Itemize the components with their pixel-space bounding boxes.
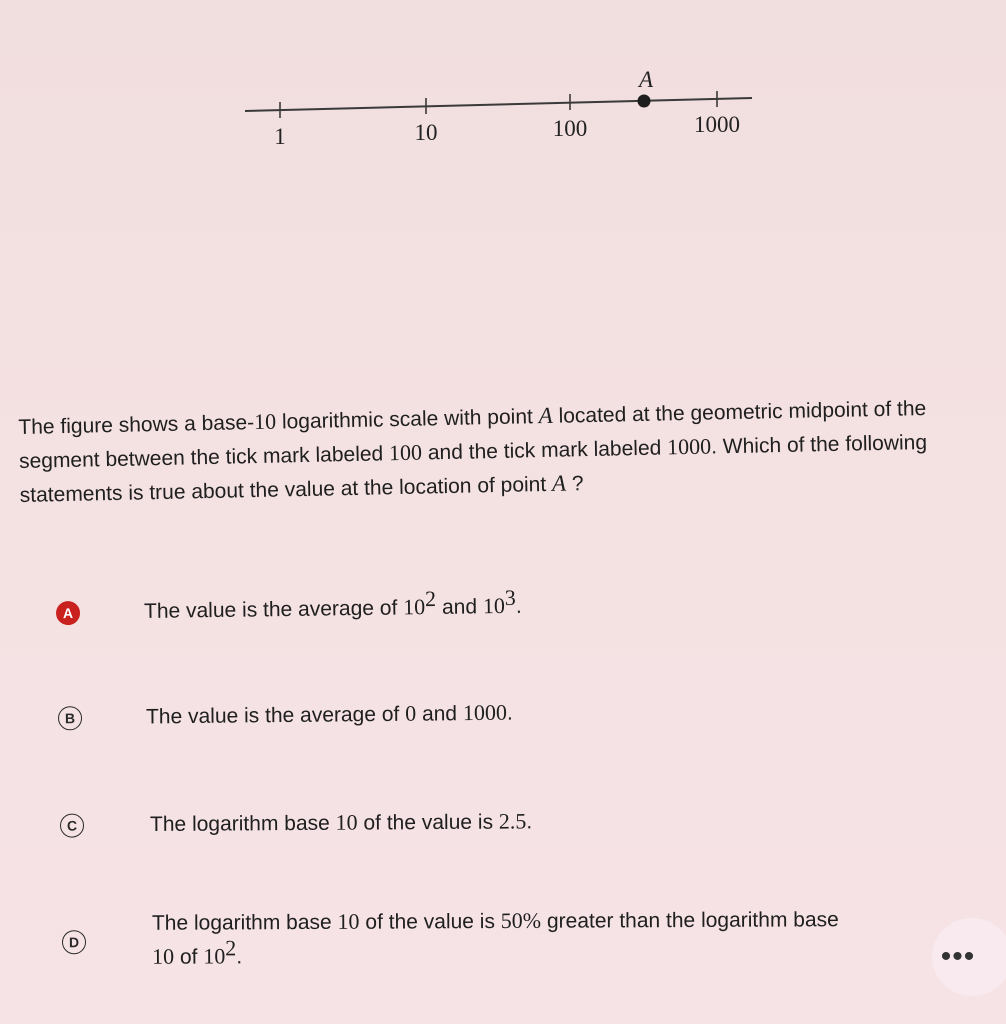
question-math: 100 — [388, 439, 423, 466]
number-line — [245, 98, 752, 111]
option-exponent: 2 — [225, 935, 237, 961]
option-text-part: and — [436, 595, 484, 619]
option-d[interactable] — [62, 902, 932, 975]
point-a-label: A — [638, 67, 654, 92]
option-text-part: The value is the average of — [143, 596, 404, 624]
option-d-badge[interactable]: D — [62, 930, 86, 954]
option-exponent: 2 — [424, 585, 437, 612]
option-text-part: The logarithm base — [149, 811, 336, 837]
option-text-part: The logarithm base — [151, 910, 338, 935]
option-exponent: 3 — [504, 584, 516, 610]
question-part: ? — [565, 472, 584, 496]
option-math: 50% — [500, 907, 542, 933]
tick-label-10: 10 — [414, 120, 438, 145]
question-math: A — [551, 470, 567, 496]
option-text-part: greater than the logarithm base — [541, 908, 839, 933]
option-math: 10 — [152, 943, 175, 969]
option-text-part: . — [515, 594, 522, 618]
option-math: 10 — [203, 943, 226, 969]
option-c-badge[interactable]: C — [60, 813, 84, 837]
question-math: A — [538, 402, 553, 429]
question-math: 10 — [253, 408, 277, 435]
option-math: 0 — [405, 700, 417, 726]
more-dots-icon: ••• — [940, 940, 976, 973]
option-math: 10 — [337, 908, 360, 934]
option-math: 10 — [402, 594, 426, 620]
option-a-badge[interactable]: A — [56, 601, 80, 625]
option-text-part: of — [174, 945, 204, 969]
option-a[interactable] — [56, 584, 522, 629]
option-b-text — [146, 696, 513, 734]
option-text-part: . — [526, 810, 533, 834]
tick-label-100: 100 — [552, 116, 588, 141]
question-part: The figure shows a base- — [18, 411, 255, 439]
question-part: . Which of the following statements is true about the value at the location of point — [19, 430, 928, 507]
option-text-part: and — [416, 702, 464, 726]
question-text — [18, 390, 995, 512]
option-math: 10 — [335, 809, 358, 835]
option-text-part: of the value is — [359, 909, 501, 934]
option-text-part: The value is the average of — [145, 702, 406, 729]
option-b-badge[interactable]: B — [58, 706, 82, 730]
tick-label-1000: 1000 — [694, 112, 740, 137]
question-math: 1000 — [666, 433, 712, 460]
option-math: 1000 — [462, 699, 508, 726]
log-scale-figure — [230, 60, 770, 170]
more-options-button[interactable] — [932, 918, 1006, 996]
question-part: logarithmic scale with point — [275, 405, 539, 434]
option-text-part: . — [506, 701, 513, 725]
point-a-dot — [638, 95, 651, 108]
question-part: located at the geometric midpoint of the segment between the tick mark labeled — [18, 396, 927, 473]
option-b[interactable] — [58, 696, 513, 735]
option-math: 2.5 — [498, 808, 527, 834]
option-c-text — [150, 804, 532, 841]
option-text-part: . — [236, 945, 243, 969]
question-part: and the tick mark labeled — [421, 436, 668, 465]
log-scale-svg — [230, 60, 770, 170]
tick-label-1: 1 — [274, 124, 286, 149]
option-math: 10 — [482, 592, 506, 619]
option-d-text — [152, 902, 932, 974]
option-a-text — [143, 584, 522, 628]
option-c[interactable] — [60, 804, 532, 841]
option-text-part: of the value is — [357, 810, 499, 835]
